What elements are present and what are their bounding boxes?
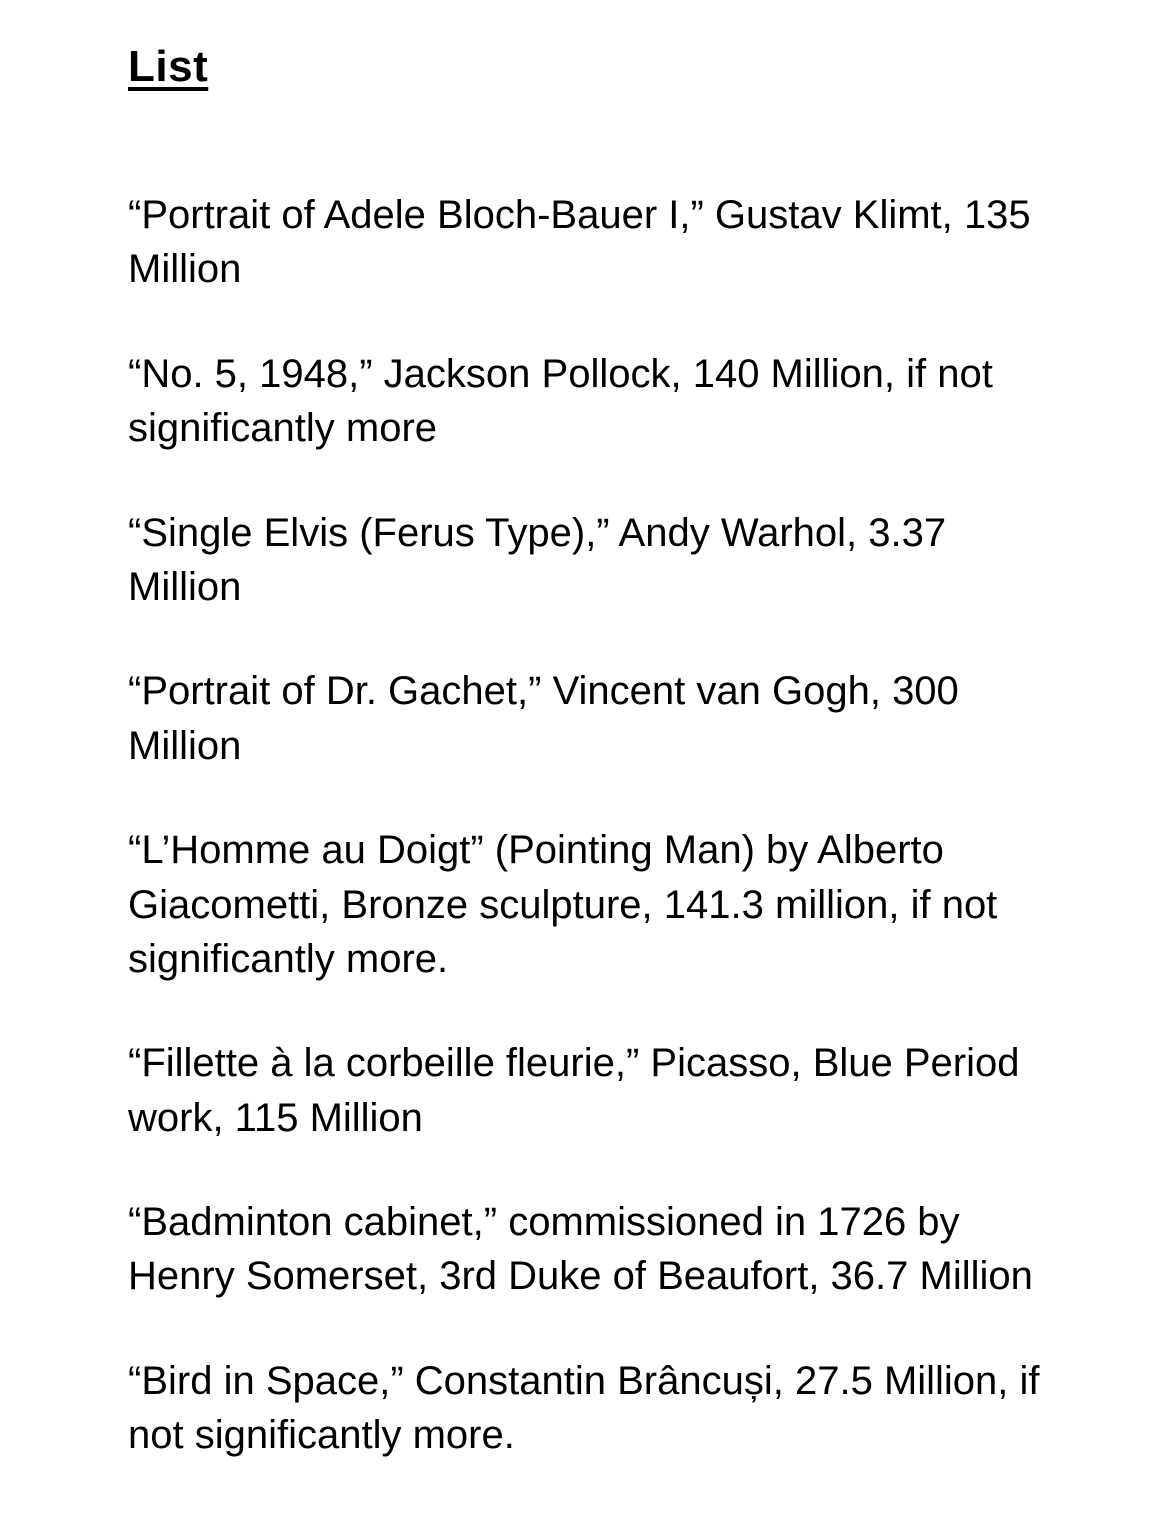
list-item: “Portrait of Adele Bloch-Bauer I,” Gustav Klimt, 135 Million <box>128 193 1031 292</box>
list-item: “Badminton cabinet,” commissioned in 1726 by Henry Somerset, 3rd Duke of Beaufort, 36.7 Million <box>128 1200 1033 1299</box>
list-item: “Portrait of Dr. Gachet,” Vincent van Gogh, 300 Million <box>128 669 959 768</box>
page-title: List <box>128 42 209 91</box>
list-item: “No. 5, 1948,” Jackson Pollock, 140 Million, if not significantly more <box>128 351 993 451</box>
list-item: “L’Homme au Doigt” (Pointing Man) by Alberto Giacometti, Bronze sculpture, 141.3 million, if not significantly more. <box>128 828 998 981</box>
artwork-list <box>128 188 1044 1463</box>
list-item: “Fillette à la corbeille fleurie,” Picasso, Blue Period work, 115 Million <box>128 1041 1020 1140</box>
list-item: “Bird in Space,” Constantin Brâncuși, 27.5 Million, if not significantly more. <box>128 1358 1040 1458</box>
list-item: “Single Elvis (Ferus Type),” Andy Warhol, 3.37 Million <box>128 510 947 609</box>
